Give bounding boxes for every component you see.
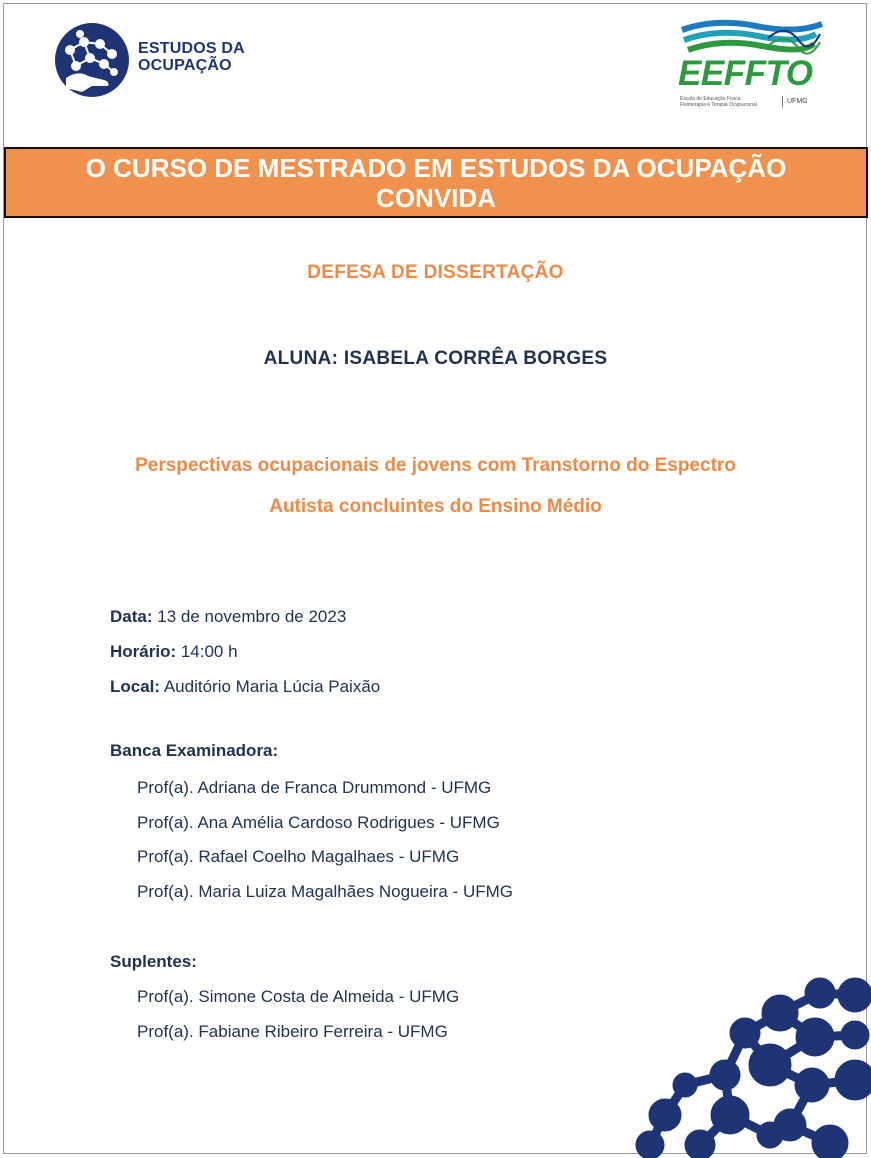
date-label: Data: <box>110 607 153 626</box>
thesis-title <box>0 445 871 527</box>
network-hand-icon <box>52 20 132 100</box>
estudos-da-ocupacao-logo <box>52 20 252 102</box>
student-name: ALUNA: ISABELA CORRÊA BORGES <box>263 348 608 369</box>
ufmg-mark: UFMG <box>782 96 808 107</box>
list-item: Prof(a). Fabiane Ribeiro Ferreira - UFMG <box>137 1021 448 1041</box>
logo-text-line1: ESTUDOS DA <box>138 40 245 57</box>
place-value: Auditório Maria Lúcia Paixão <box>160 677 381 696</box>
eeffto-subtitle-line2: Fisioterapia e Terapia Ocupacional <box>680 102 757 108</box>
date-value: 13 de novembro de 2023 <box>152 607 347 626</box>
committee-heading: Banca Examinadora: <box>110 741 279 760</box>
invitation-banner <box>4 147 868 218</box>
event-details <box>110 605 380 710</box>
list-item: Prof(a). Adriana de Franca Drummond - UFMG <box>137 778 492 797</box>
logo-text-line2: OCUPAÇÃO <box>138 57 232 74</box>
time-row <box>110 640 380 675</box>
eeffto-logo <box>676 16 826 114</box>
eeffto-subtitle-line1: Escola de Educação Física <box>680 96 741 102</box>
event-type-heading: DEFESA DE DISSERTAÇÃO <box>307 262 564 283</box>
place-label: Local: <box>110 677 161 696</box>
list-item: Prof(a). Maria Luiza Magalhães Nogueira - UFMG <box>137 881 514 901</box>
committee-list <box>137 776 513 914</box>
list-item: Prof(a). Rafael Coelho Magalhaes - UFMG <box>137 847 460 866</box>
alternates-list <box>137 985 459 1054</box>
alternates-heading: Suplentes: <box>110 952 197 971</box>
place-row <box>110 675 380 710</box>
time-value: 14:00 h <box>176 642 238 661</box>
date-row <box>110 605 380 640</box>
eeffto-wordmark: EEFFTO <box>678 54 813 93</box>
list-item: Prof(a). Simone Costa de Almeida - UFMG <box>137 987 460 1006</box>
thesis-title-line2: Autista concluintes do Ensino Médio <box>269 496 602 517</box>
list-item: Prof(a). Ana Amélia Cardoso Rodrigues - UFMG <box>137 812 500 832</box>
banner-line1: O CURSO DE MESTRADO EM ESTUDOS DA OCUPAÇÃO <box>85 153 787 183</box>
time-label: Horário: <box>110 642 177 661</box>
banner-line2: CONVIDA <box>376 183 496 213</box>
eeffto-subtitle <box>680 96 780 108</box>
network-decoration-icon <box>630 975 871 1158</box>
thesis-title-line1: Perspectivas ocupacionais de jovens com Transtorno do Espectro <box>135 455 736 476</box>
